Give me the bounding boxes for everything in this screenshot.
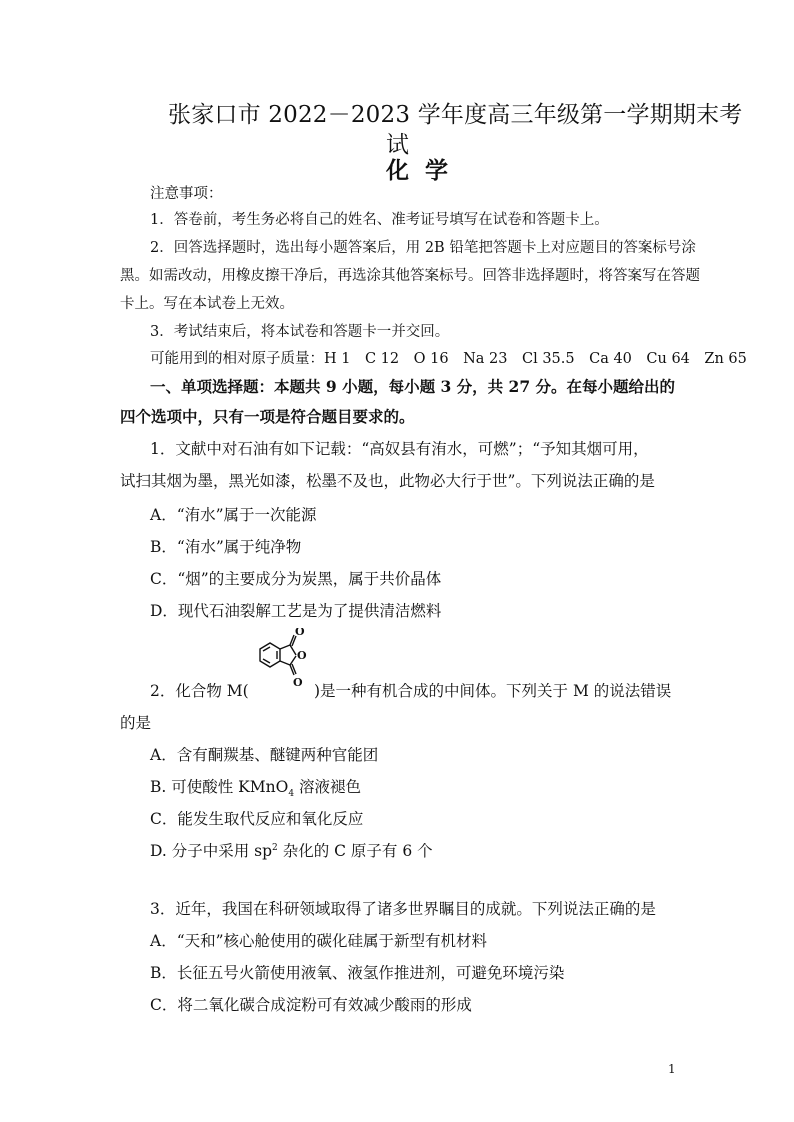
q2-option-c: C．能发生取代反应和氧化反应 [150,810,364,828]
q2-option-d-prefix: D. 分子中采用 sp [150,842,273,860]
mol-label-o-bot: O [293,676,303,689]
q2-option-a: A．含有酮羰基、醚键两种官能团 [150,746,379,764]
q3-stem: 3．近年，我国在科研领域取得了诸多世界瞩目的成就。下列说法正确的是 [150,900,656,918]
q1-option-b: B．“洧水”属于纯净物 [150,538,302,556]
page-number: 1 [668,1062,676,1076]
notice-item-2-line1: 2．回答选择题时，选出每小题答案后，用 2B 铅笔把答题卡上对应题目的答案标号涂 [150,240,696,256]
section-1-heading-line1: 一、单项选择题：本题共 9 小题，每小题 3 分，共 27 分。在每小题给出的 [150,377,676,396]
q3-option-b: B．长征五号火箭使用液氧、液氢作推进剂，可避免环境污染 [150,964,565,982]
q1-stem-line1: 1．文献中对石油有如下记载：“高奴县有洧水，可燃”；“予知其烟可用， [150,440,649,458]
notice-item-3: 3．考试结束后，将本试卷和答题卡一并交回。 [150,324,450,340]
q3-option-a: A．“天和”核心舱使用的碳化硅属于新型有机材料 [150,932,488,950]
notice-item-1: 1．答卷前，考生务必将自己的姓名、准考证号填写在试卷和答题卡上。 [150,212,609,228]
atomic-masses: 可能用到的相对原子质量：H 1 C 12 O 16 Na 23 Cl 35.5 Ca 40 Cu 64 Zn 65 [150,351,747,367]
q1-stem-line2: 试扫其烟为墨，黑光如漆，松墨不及也，此物必大行于世”。下列说法正确的是 [120,472,655,490]
q1-option-d: D．现代石油裂解工艺是为了提供清洁燃料 [150,602,442,620]
notice-heading: 注意事项： [150,186,223,202]
q2-option-b-suffix: 溶液褪色 [294,778,361,796]
q2-stem-line2: 的是 [120,714,152,732]
notice-item-2-line2: 黑。如需改动，用橡皮擦干净后，再选涂其他答案标号。回答非选择题时，将答案写在答题 [120,268,700,284]
q2-option-d-suffix: 杂化的 C 原子有 6 个 [277,842,433,860]
q2-option-d [150,839,433,861]
q2-option-b-subscript: 4 [288,789,295,800]
mol-label-o-mid: O [297,649,307,662]
molecule-m-structure-icon [246,628,316,690]
exam-title-line2: 试 [386,132,409,158]
q2-stem-suffix: )是一种有机合成的中间体。下列关于 M 的说法错误 [314,682,672,700]
q3-option-c: C．将二氧化碳合成淀粉可有效减少酸雨的形成 [150,996,472,1014]
q1-option-a: A．“洧水”属于一次能源 [150,506,317,524]
notice-item-2-line3: 卡上。写在本试卷上无效。 [120,296,294,312]
q2-stem-prefix: 2．化合物 M( [150,682,249,700]
exam-title-line1: 张家口市 2022－2023 学年度高三年级第一学期期末考 [168,102,743,128]
q1-option-c: C．“烟”的主要成分为炭黑，属于共价晶体 [150,570,442,588]
q2-option-b [150,775,361,799]
mol-label-o-top: O [295,628,305,638]
q2-option-d-superscript: 2 [272,842,278,853]
q2-option-b-prefix: B. 可使酸性 KMnO [150,778,289,796]
section-1-heading-line2: 四个选项中，只有一项是符合题目要求的。 [120,407,415,426]
subject-title: 化学 [386,157,464,184]
